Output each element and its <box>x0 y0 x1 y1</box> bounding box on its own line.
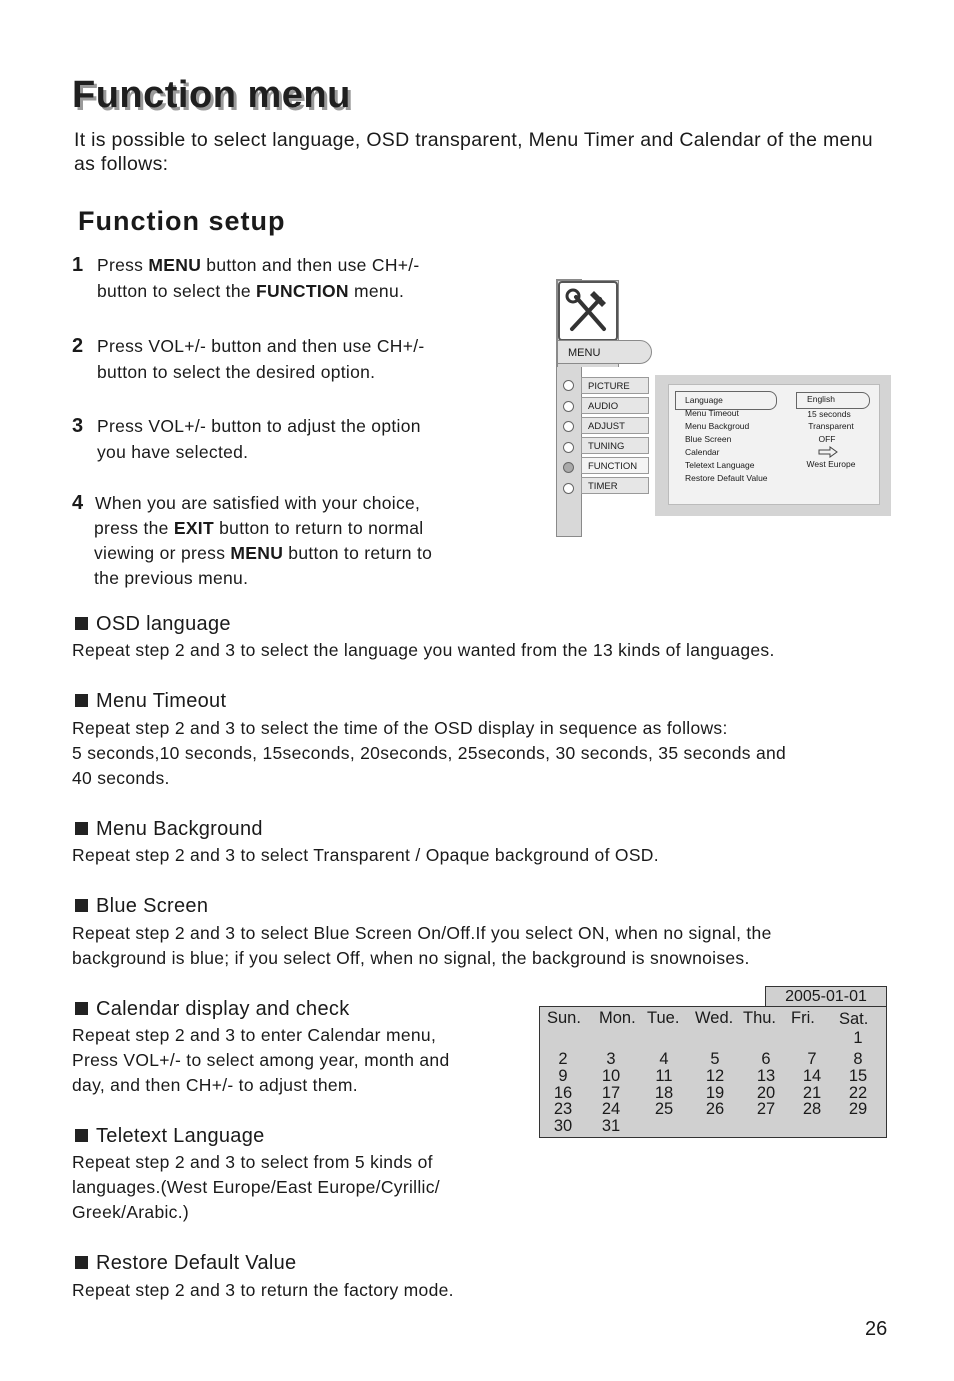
para-line: Repeat step 2 and 3 to select from 5 kinds of <box>72 1152 433 1172</box>
osd-item-timer: TIMER <box>581 477 649 494</box>
heading-text: Teletext Language <box>96 1125 265 1147</box>
osd-radio <box>563 401 574 412</box>
calendar-day: 29 <box>848 1100 868 1118</box>
bullet-square-icon <box>75 1129 88 1142</box>
osd-item-tuning: TUNING <box>581 437 649 454</box>
osd-radio-selected <box>563 462 574 473</box>
step-number: 4 <box>72 492 84 514</box>
calendar-day-header: Sat. <box>839 1010 869 1028</box>
osd-radio <box>563 442 574 453</box>
calendar-day: 14 <box>802 1067 822 1085</box>
osd-language-heading <box>75 613 231 636</box>
menu-background-text: Repeat step 2 and 3 to select Transparent / Opaque background of OSD. <box>72 845 659 865</box>
teletext-text <box>72 1150 512 1225</box>
step-text: When you are satisfied with your choice, <box>95 493 421 513</box>
calendar-day-header: Mon. <box>599 1009 636 1027</box>
step-1 <box>72 252 492 304</box>
para-line: background is blue; if you select Off, when no signal, the background is snownoises. <box>72 948 750 968</box>
heading-text: OSD language <box>96 613 231 635</box>
osd-item-adjust: ADJUST <box>581 417 649 434</box>
osd-option: Teletext Language <box>685 460 755 470</box>
step-text: menu. <box>348 281 405 301</box>
calendar-day: 16 <box>553 1084 573 1102</box>
calendar-day: 5 <box>710 1050 720 1068</box>
bullet-square-icon <box>75 694 88 707</box>
menu-timeout-text <box>72 716 932 791</box>
calendar-day: 26 <box>705 1100 725 1118</box>
step-text: button to select the desired option. <box>97 362 376 382</box>
osd-option: Menu Timeout <box>685 408 739 418</box>
calendar-date: 2005-01-01 <box>765 986 887 1007</box>
osd-value: Transparent <box>808 421 854 431</box>
bullet-square-icon <box>75 1256 88 1269</box>
heading-text: Menu Background <box>96 818 263 840</box>
step-text: Press <box>97 255 149 275</box>
exit-keyword: EXIT <box>173 518 214 538</box>
calendar-day: 23 <box>553 1100 573 1118</box>
calendar-text <box>72 1023 512 1098</box>
osd-radio <box>563 483 574 494</box>
osd-radio <box>563 380 574 391</box>
step-text: button to return to <box>283 543 433 563</box>
calendar-day: 15 <box>848 1067 868 1085</box>
teletext-heading <box>75 1125 265 1148</box>
para-line: languages.(West Europe/East Europe/Cyrillic/ <box>72 1177 440 1197</box>
step-text: button to return to normal <box>213 518 424 538</box>
step-text: you have selected. <box>97 442 249 462</box>
heading-text: Blue Screen <box>96 895 209 917</box>
calendar-day: 25 <box>654 1100 674 1118</box>
para-line: day, and then CH+/- to adjust them. <box>72 1075 358 1095</box>
menu-keyword: MENU <box>230 543 284 563</box>
calendar-day: 8 <box>853 1050 863 1068</box>
intro-text: It is possible to select language, OSD transparent, Menu Timer and Calendar of the menu as follows: <box>74 129 873 175</box>
calendar-day: 21 <box>802 1084 822 1102</box>
calendar-day-header: Sun. <box>547 1009 581 1027</box>
calendar-heading <box>75 998 350 1021</box>
calendar-day-header: Fri. <box>791 1009 815 1027</box>
para-line: 5 seconds,10 seconds, 15seconds, 20seconds, 25seconds, 30 seconds, 35 seconds and <box>72 743 787 763</box>
calendar-day: 17 <box>601 1084 621 1102</box>
page-number: 26 <box>865 1318 888 1340</box>
osd-menu-tab: MENU <box>557 340 652 364</box>
restore-text: Repeat step 2 and 3 to return the factory mode. <box>72 1280 454 1300</box>
osd-value: OFF <box>818 434 836 444</box>
step-number: 2 <box>72 335 84 357</box>
osd-radio <box>563 421 574 432</box>
blue-screen-text <box>72 921 932 971</box>
bullet-square-icon <box>75 822 88 835</box>
function-keyword: FUNCTION <box>256 281 349 301</box>
menu-timeout-heading <box>75 690 226 713</box>
step-4 <box>72 491 512 591</box>
step-text: Press VOL+/- button to adjust the option <box>97 416 421 436</box>
heading-text: Restore Default Value <box>96 1252 297 1274</box>
step-number: 1 <box>72 254 84 276</box>
calendar-day: 24 <box>601 1100 621 1118</box>
calendar-day: 20 <box>756 1084 776 1102</box>
calendar-day: 31 <box>601 1117 621 1135</box>
calendar-day-header: Wed. <box>695 1009 734 1027</box>
calendar-day: 27 <box>756 1100 776 1118</box>
menu-background-heading <box>75 818 263 841</box>
para-line: 40 seconds. <box>72 768 170 788</box>
calendar-day: 18 <box>654 1084 674 1102</box>
calendar-day: 11 <box>655 1067 673 1085</box>
osd-value: English <box>807 394 835 404</box>
osd-item-picture: PICTURE <box>581 377 649 394</box>
calendar-day: 9 <box>558 1067 568 1085</box>
osd-language-text: Repeat step 2 and 3 to select the language you wanted from the 13 kinds of languages. <box>72 640 775 660</box>
step-text: button and then use CH+/- <box>201 255 420 275</box>
step-3 <box>72 413 492 465</box>
calendar-day: 3 <box>606 1050 616 1068</box>
calendar-day: 4 <box>659 1050 669 1068</box>
step-text: the previous menu. <box>94 568 249 588</box>
osd-value: 15 seconds <box>807 409 851 419</box>
osd-option: Restore Default Value <box>685 473 768 483</box>
para-line: Repeat step 2 and 3 to enter Calendar menu, <box>72 1025 437 1045</box>
tools-icon <box>558 281 618 341</box>
para-line: Repeat step 2 and 3 to select the time of the OSD display in sequence as follows: <box>72 718 728 738</box>
calendar-day: 6 <box>761 1050 771 1068</box>
para-line: Press VOL+/- to select among year, month and <box>72 1050 450 1070</box>
osd-option: Menu Backgroud <box>685 421 750 431</box>
step-text: viewing or press <box>94 543 231 563</box>
calendar-day: 7 <box>807 1050 817 1068</box>
heading-text: Calendar display and check <box>96 998 350 1020</box>
osd-option: Calendar <box>685 447 720 457</box>
calendar-day: 19 <box>705 1084 725 1102</box>
calendar-day: 12 <box>705 1067 725 1085</box>
step-text: button to select the <box>97 281 257 301</box>
bullet-square-icon <box>75 1002 88 1015</box>
restore-heading <box>75 1252 296 1275</box>
calendar-day: 13 <box>756 1067 776 1085</box>
step-2 <box>72 333 492 385</box>
step-text: press the <box>94 518 174 538</box>
calendar-day: 30 <box>553 1117 573 1135</box>
calendar-day: 22 <box>848 1084 868 1102</box>
calendar-day-header: Tue. <box>647 1009 680 1027</box>
para-line: Greek/Arabic.) <box>72 1202 190 1222</box>
calendar-day-header: Thu. <box>743 1009 777 1027</box>
osd-item-audio: AUDIO <box>581 397 649 414</box>
bullet-square-icon <box>75 899 88 912</box>
menu-keyword: MENU <box>148 255 202 275</box>
calendar-day: 2 <box>558 1050 568 1068</box>
para-line: Repeat step 2 and 3 to select Blue Screen On/Off.If you select ON, when no signal, the <box>72 923 772 943</box>
section-title: Function setup <box>78 206 286 236</box>
heading-text: Menu Timeout <box>96 690 227 712</box>
calendar-day: 28 <box>802 1100 822 1118</box>
osd-item-function: FUNCTION <box>581 457 649 474</box>
blue-screen-heading <box>75 895 208 918</box>
calendar-day: 10 <box>601 1067 621 1085</box>
osd-option: Blue Screen <box>685 434 732 444</box>
step-text: Press VOL+/- button and then use CH+/- <box>97 336 425 356</box>
osd-option: Language <box>685 395 723 405</box>
step-number: 3 <box>72 415 84 437</box>
calendar-day: 1 <box>853 1029 863 1047</box>
page-title: Function menu <box>72 74 351 116</box>
bullet-square-icon <box>75 617 88 630</box>
osd-value: West Europe <box>806 459 856 469</box>
